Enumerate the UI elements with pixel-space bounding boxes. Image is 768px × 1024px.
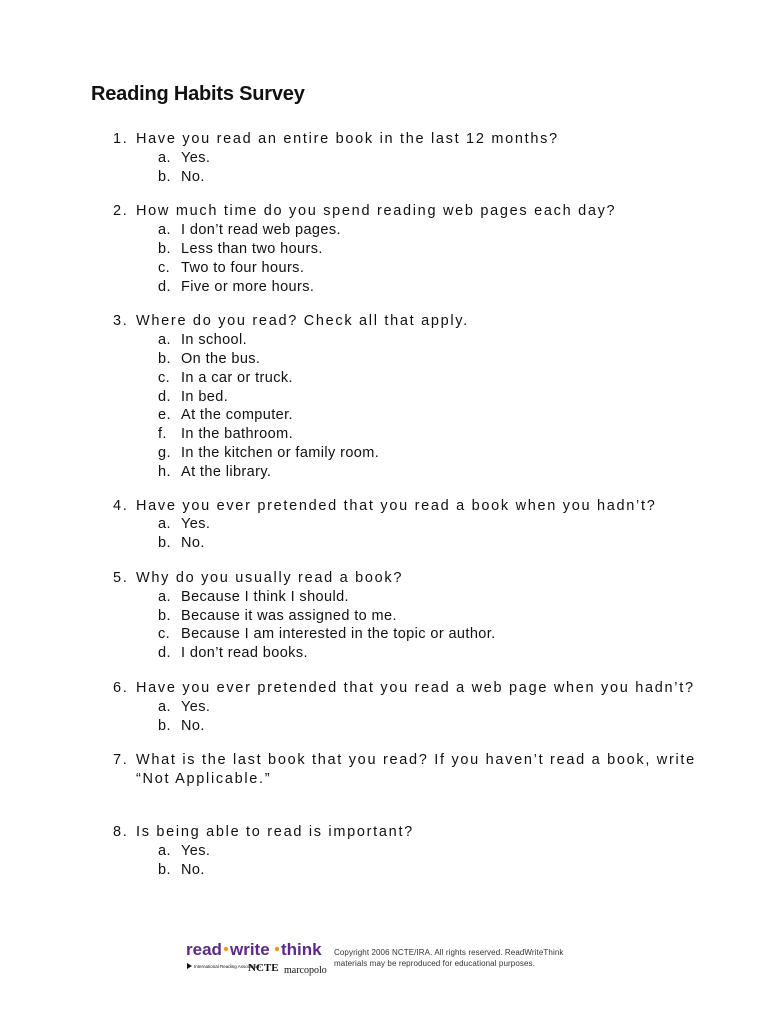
question-1 [113,130,713,186]
option-text: In the bathroom. [181,426,293,443]
option-text: Yes. [181,698,211,715]
question-text: Where do you read? Check all that apply. [136,313,469,330]
option-letter: a. [158,332,171,349]
question-3 [113,312,713,481]
option-letter: c. [158,626,171,643]
question-number: 2. [113,203,129,220]
option-letter: a. [158,149,171,166]
answer-option[interactable] [158,425,713,444]
readwritethink-logo [186,938,328,978]
option-letter: a. [158,698,171,715]
logo-dot-icon [275,947,279,951]
option-text: No. [181,861,205,878]
option-text: Yes. [181,149,211,166]
answer-option[interactable] [158,534,713,553]
answer-option[interactable] [158,625,713,644]
option-text: On the bus. [181,350,261,367]
option-letter: a. [158,516,171,533]
answer-options [113,698,713,736]
answer-option[interactable] [158,240,713,259]
logo-ncte-text: NCTE [248,962,279,974]
footer [186,938,564,978]
answer-option[interactable] [158,588,713,607]
answer-options [113,842,713,880]
answer-option[interactable] [158,406,713,425]
logo-think-text: think [281,940,322,959]
answer-option[interactable] [158,259,713,278]
answer-option[interactable] [158,149,713,168]
question-number: 8. [113,823,129,840]
question-2 [113,202,713,296]
option-letter: b. [158,861,171,878]
option-letter: b. [158,350,171,367]
question-number: 4. [113,497,129,514]
answer-option[interactable] [158,842,713,861]
logo-dot-icon [224,947,228,951]
question-text: Have you read an entire book in the last 12 months? [136,131,559,147]
answer-option[interactable] [158,168,713,187]
question-number: 7. [113,752,129,769]
question-number: 6. [113,679,129,696]
option-text: Two to four hours. [181,259,305,276]
option-text: In bed. [181,388,229,405]
option-text: In school. [181,332,248,349]
answer-option[interactable] [158,388,713,407]
answer-option[interactable] [158,463,713,482]
logo-marcopolo-text: marcopolo [284,965,327,976]
option-letter: b. [158,717,171,734]
answer-option[interactable] [158,331,713,350]
question-8 [113,823,713,879]
option-text: Because I am interested in the topic or author. [181,626,496,643]
answer-option[interactable] [158,607,713,626]
answer-option[interactable] [158,278,713,297]
copyright-line: materials may be reproduced for educational purposes. [334,958,535,968]
option-text: No. [181,717,205,734]
answer-option[interactable] [158,698,713,717]
question-number: 1. [113,131,129,147]
answer-option[interactable] [158,444,713,463]
question-6 [113,679,713,735]
page-title: Reading Habits Survey [91,83,305,105]
option-letter: h. [158,463,171,480]
option-letter: a. [158,842,171,859]
answer-options [113,331,713,481]
question-text: Is being able to read is important? [136,823,414,840]
survey-questions [113,130,713,879]
question-number: 3. [113,313,129,330]
answer-option[interactable] [158,350,713,369]
option-letter: b. [158,607,171,624]
option-letter: a. [158,588,171,605]
option-text: In a car or truck. [181,369,293,386]
answer-option[interactable] [158,369,713,388]
question-5 [113,569,713,663]
option-letter: b. [158,535,171,552]
logo-read-text: read [186,940,222,959]
answer-option[interactable] [158,717,713,736]
option-text: Because I think I should. [181,588,349,605]
copyright-line: Copyright 2006 NCTE/IRA. All rights reserved. ReadWriteThink [334,948,564,957]
option-letter: b. [158,168,171,185]
option-text: No. [181,168,205,185]
option-text: At the library. [181,463,272,480]
question-text: Have you ever pretended that you read a book when you hadn’t? [136,497,657,514]
question-text: What is the last book that you read? If you haven’t read a book, write “Not Applicable.” [136,752,696,788]
option-letter: f. [158,426,167,443]
question-text: Why do you usually read a book? [136,569,404,586]
option-letter: d. [158,388,171,405]
question-text: Have you ever pretended that you read a web page when you hadn’t? [136,679,695,696]
answer-option[interactable] [158,644,713,663]
question-number: 5. [113,569,129,586]
option-letter: e. [158,407,171,424]
option-text: Five or more hours. [181,278,315,295]
ira-arrow-icon [187,963,192,969]
option-letter: b. [158,240,171,257]
answer-options [113,588,713,663]
option-text: At the computer. [181,407,293,424]
logo-ira-text: International Reading Association [194,964,261,969]
option-text: Less than two hours. [181,240,323,257]
answer-options [113,221,713,296]
logo-write-text: write [230,940,270,959]
option-letter: c. [158,369,171,386]
option-text: Because it was assigned to me. [181,607,397,624]
option-letter: d. [158,645,171,662]
option-text: In the kitchen or family room. [181,444,380,461]
question-7 [113,751,713,789]
answer-options [113,515,713,553]
option-text: Yes. [181,516,211,533]
option-letter: d. [158,278,171,295]
option-text: I don’t read web pages. [181,222,341,239]
answer-option[interactable] [158,861,713,880]
option-letter: c. [158,259,171,276]
option-text: Yes. [181,842,211,859]
question-text: How much time do you spend reading web pages each day? [136,203,617,220]
copyright-notice [334,948,564,969]
option-text: No. [181,535,205,552]
option-letter: g. [158,444,171,461]
answer-options [113,149,713,187]
option-text: I don’t read books. [181,645,308,662]
question-4 [113,497,713,553]
answer-option[interactable] [158,515,713,534]
answer-option[interactable] [158,221,713,240]
option-letter: a. [158,222,171,239]
